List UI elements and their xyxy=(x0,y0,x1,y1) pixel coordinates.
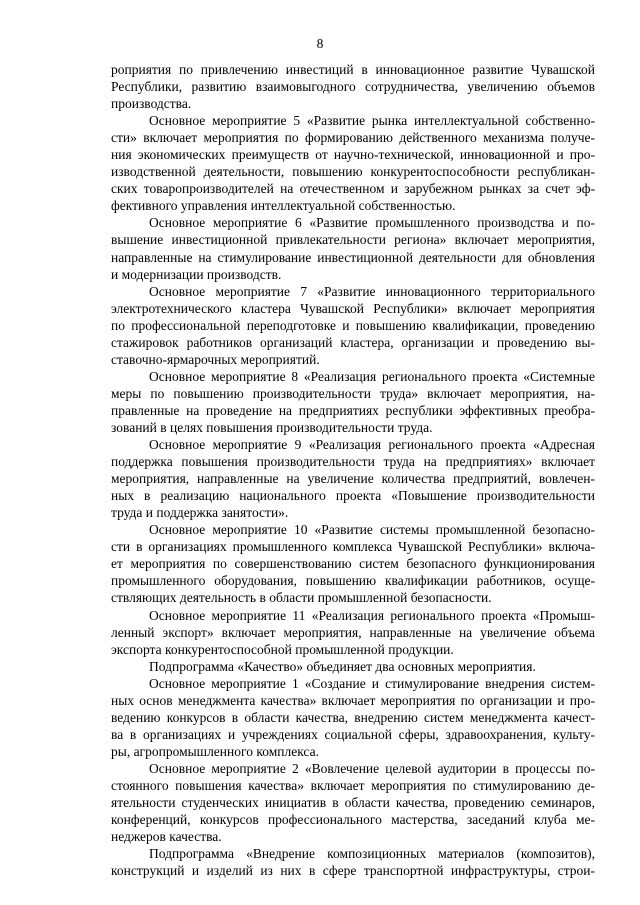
paragraph-first-line: Подпрограмма «Внедрение композиционных материалов (композитов), xyxy=(149,846,595,862)
text-line: ния экономических преимуществ от научно-технической, инновационной и про- xyxy=(111,147,595,163)
text-line: неджеров качества. xyxy=(111,829,222,845)
text-line: ных основ менеджмента качества» включает мероприятия по организации и про- xyxy=(111,692,595,708)
paragraph-first-line: Основное мероприятие 8 «Реализация регионального проекта «Системные xyxy=(149,368,595,384)
text-line: конференций, конкурсов профессионального мастерства, заседаний клуба ме- xyxy=(111,812,595,828)
text-line: производства. xyxy=(111,96,192,112)
paragraph-first-line: Подпрограмма «Качество» объединяет два основных мероприятия. xyxy=(149,658,536,674)
paragraph-first-line: Основное мероприятие 11 «Реализация регионального проекта «Промыш- xyxy=(149,607,595,623)
text-line: конструкций и изделий из них в сфере транспортной инфраструктуры, строи- xyxy=(111,863,595,879)
text-line: промышленного оборудования, повышению квалификации работников, осуще- xyxy=(111,573,595,589)
paragraph-first-line: Основное мероприятие 10 «Развитие системы промышленной безопасно- xyxy=(149,522,595,538)
text-line: поддержка повышения производительности труда на предприятиях» включает xyxy=(111,454,595,470)
text-line: фективного управления интеллектуальной собственностью. xyxy=(111,198,456,214)
text-line: ных в реализацию национального проекта «Повышение производительности xyxy=(111,488,595,504)
page-number: 8 xyxy=(316,36,324,51)
text-line: и модернизации производств. xyxy=(111,266,282,282)
text-line: труда и поддержка занятости». xyxy=(111,505,289,521)
paragraph-first-line: Основное мероприятие 9 «Реализация регионального проекта «Адресная xyxy=(149,437,595,453)
paragraph-first-line: Основное мероприятие 2 «Вовлечение целевой аудитории в процессы по- xyxy=(149,760,595,776)
text-line: роприятия по привлечению инвестиций в инновационное развитие Чувашской xyxy=(111,62,595,77)
text-line: сти» включает мероприятия по формированию действенного механизма получе- xyxy=(111,130,595,146)
text-line: направленные на стимулирование инвестиционной деятельности для обновления xyxy=(111,249,595,265)
text-line: электротехнического кластера Чувашской Республики» включает мероприятия xyxy=(111,300,595,316)
paragraph-first-line: Основное мероприятие 5 «Развитие рынка интеллектуальной собственно- xyxy=(149,113,595,129)
text-line: сти в организациях промышленного комплекса Чувашской Республики» включа- xyxy=(111,539,595,555)
body-text xyxy=(111,61,595,879)
text-line: ских товаропроизводителей на отечественном и зарубежном рынках за счет эф- xyxy=(111,181,595,197)
text-line: изводственной деятельности, повышению конкурентоспособности республикан- xyxy=(111,164,595,180)
text-line: ва в организациях и учреждениях социальной сферы, здравоохранения, культу- xyxy=(111,726,595,742)
text-line: стажировок работников организаций кластера, организации и проведению вы- xyxy=(111,334,595,350)
text-line: ствляющих деятельность в области промышленной безопасности. xyxy=(111,590,492,606)
text-line: меры по повышению производительности труда» включает мероприятия, на- xyxy=(111,385,595,401)
text-line: по профессиональной переподготовке и повышению квалификации, проведению xyxy=(111,317,595,333)
text-line: ры, агропромышленного комплекса. xyxy=(111,743,319,759)
paragraph-first-line: Основное мероприятие 6 «Развитие промышленного производства и по- xyxy=(149,215,595,231)
text-line: вышение инвестиционной привлекательности региона» включает мероприятия, xyxy=(111,232,595,248)
text-line: экспорта конкурентоспособной промышленной продукции. xyxy=(111,641,454,657)
text-line: мероприятия, направленные на увеличение количества предприятий, вовлечен- xyxy=(111,471,595,487)
text-line: ет мероприятия по совершенствованию систем безопасного функционирования xyxy=(111,556,595,572)
text-line: ставочно-ярмарочных мероприятий. xyxy=(111,351,320,367)
text-line: правленные на проведение на предприятиях республики эффективных преобра- xyxy=(111,402,595,418)
text-line: стоянного повышения качества» включает мероприятия по стимулированию де- xyxy=(111,777,595,793)
text-line: ведению конкурсов в области качества, внедрению систем менеджмента качест- xyxy=(111,709,595,725)
paragraph-first-line: Основное мероприятие 7 «Развитие инновационного территориального xyxy=(149,283,595,299)
text-line: ленный экспорт» включает мероприятия, направленные на увеличение объема xyxy=(111,624,595,640)
paragraph-first-line: Основное мероприятие 1 «Создание и стимулирование внедрения систем- xyxy=(149,675,595,691)
text-line: зований в целях повышения производительности труда. xyxy=(111,419,433,435)
text-line: Республики, развитию взаимовыгодного сотрудничества, увеличению объемов xyxy=(111,79,595,95)
text-line: ятельности студенческих инициатив в области качества, проведению семинаров, xyxy=(111,795,595,811)
